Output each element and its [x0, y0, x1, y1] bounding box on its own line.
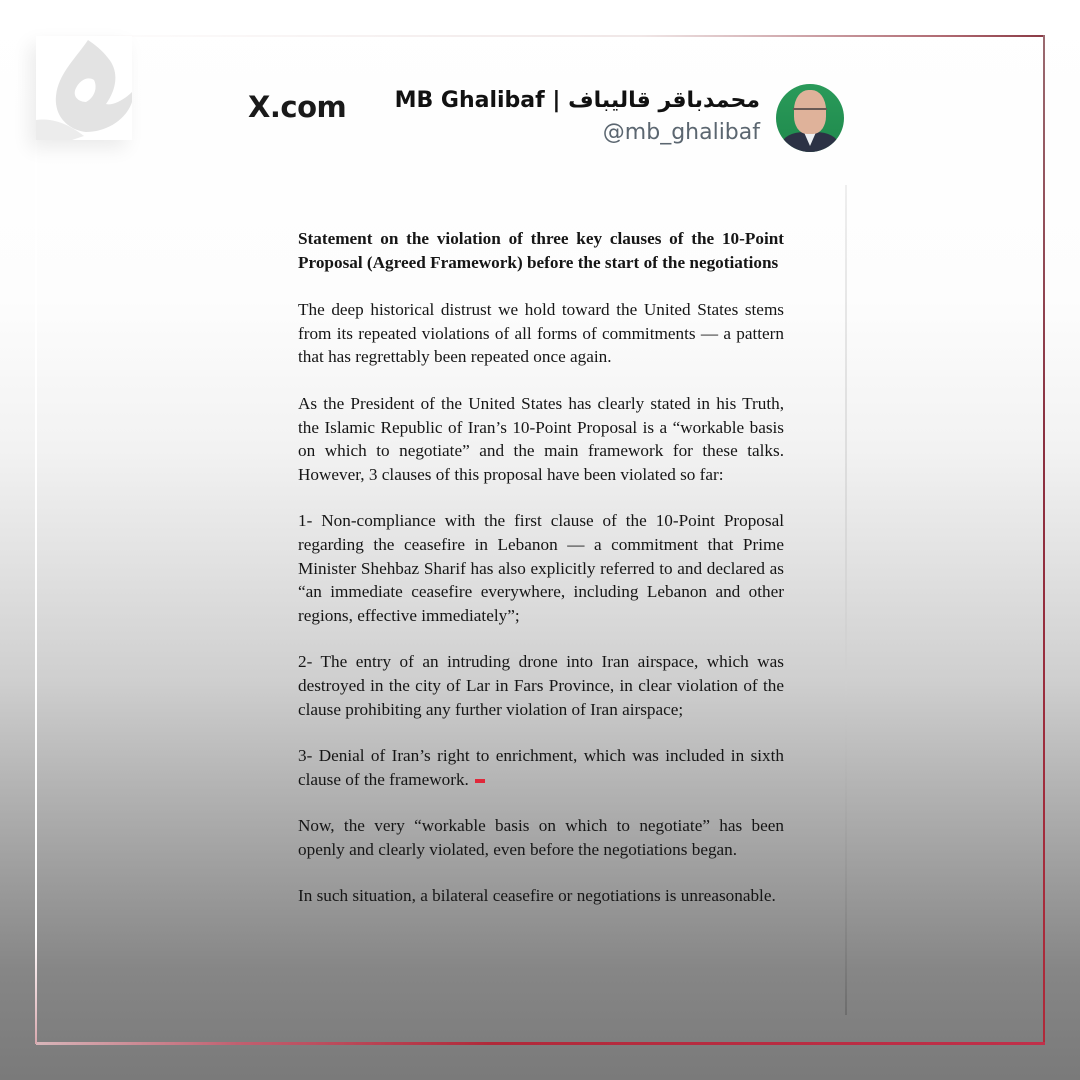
frame-border-bottom	[36, 1042, 1045, 1045]
avatar[interactable]	[776, 84, 844, 152]
clause-2: 2- The entry of an intruding drone into Iran airspace, which was destroyed in the city of Lar in Fars Province, in clear violation of the clause prohibiting any further violation of Iran airspace;	[298, 652, 784, 719]
frame-border-right	[1043, 35, 1045, 1045]
user-handle[interactable]: @mb_ghalibaf	[602, 120, 760, 145]
paragraph-context: As the President of the United States has clearly stated in his Truth, the Islamic Republic of Iran’s 10-Point Proposal is a “workable basis on which to negotiate” and the main framework for these talks. However, 3 clauses of this proposal have been violated so far:	[298, 393, 784, 484]
site-label: X.com	[248, 90, 347, 124]
clause-1: 1- Non-compliance with the first clause of the 10-Point Proposal regarding the ceasefire in Lebanon — a commitment that Prime Minister Shehbaz Sharif has also explicitly referred to and declared as “an immediate ceasefire everywhere, including Lebanon and other regions, effective immediately”;	[298, 511, 784, 625]
clause-3	[298, 744, 784, 791]
clause-3-text: 3- Denial of Iran’s right to enrichment, which was included in sixth clause of the framework.	[298, 746, 784, 789]
paragraph-final: In such situation, a bilateral ceasefire or negotiations is unreasonable.	[298, 886, 776, 906]
paragraph-conclusion: Now, the very “workable basis on which to negotiate” has been openly and clearly violated, even before the negotiations began.	[298, 816, 784, 859]
avatar-glasses	[793, 108, 827, 115]
red-marker-icon	[475, 779, 485, 783]
display-name[interactable]: MB Ghalibaf | محمدباقر قالیباف	[394, 88, 760, 113]
paragraph-intro: The deep historical distrust we hold toward the United States stems from its repeated violations of all forms of commitments — a pattern that has regrettably been repeated once again.	[298, 300, 784, 367]
statement-document	[298, 227, 784, 931]
brand-logo-icon	[36, 36, 132, 140]
frame-border-top	[36, 35, 1045, 37]
document-title: Statement on the violation of three key clauses of the 10-Point Proposal (Agreed Framework) before the start of the negotiations	[298, 229, 784, 272]
document-edge-line	[845, 185, 847, 1015]
frame-border-left	[35, 140, 37, 1044]
site-name	[248, 90, 346, 124]
